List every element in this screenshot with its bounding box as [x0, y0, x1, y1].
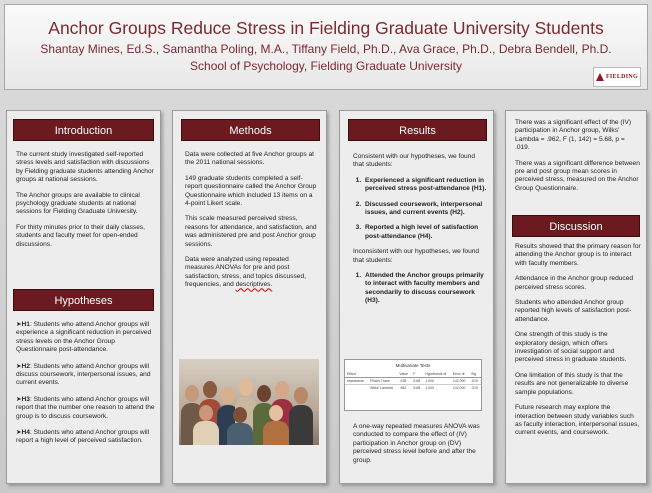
hypothesis-text: : Students who attend Anchor groups will experience a significant reduction in perceived stress levels on the Anchor Group Questionnaire post-attendance.	[16, 321, 152, 354]
column-results	[339, 110, 494, 484]
stats-summary	[515, 119, 641, 200]
hypothesis-label: H3	[21, 395, 30, 403]
results-finding: 2. Discussed coursework, interpersonal issues, and current events (H2).	[363, 201, 487, 218]
table-cell: .019	[471, 379, 478, 383]
results-finding: 3. Reported a high level of satisfaction post-attendance (H4).	[363, 224, 487, 241]
column-introduction	[6, 110, 161, 484]
table-header-cell: Value	[397, 371, 411, 378]
logo-text: FIELDING	[605, 74, 639, 80]
group-photo	[179, 359, 319, 445]
person-head	[257, 385, 271, 402]
methods-heading: Methods	[181, 119, 320, 141]
table-header-cell: Hypothesis df	[423, 371, 451, 378]
table-cell: Wilks' Lambda	[368, 385, 397, 392]
table-title: Multivariate Tests	[395, 363, 431, 368]
hypothesis-text: : Students who attend Anchor groups will discuss coursework, interpersonal issues, and current events.	[16, 362, 151, 387]
table-cell: 1.000	[423, 385, 451, 392]
results-inconsistent-intro: Inconsistent with our hypotheses, we found that students:	[353, 248, 480, 264]
poster-authors: Shantay Mines, Ed.S., Samantha Poling, M.A., Tiffany Field, Ph.D., Ava Grace, Ph.D., Debra Bendell, Ph.D.	[40, 42, 612, 56]
logo-mark-icon	[596, 73, 604, 81]
table-cell: 142.000	[451, 385, 469, 392]
table-header-cell: Effect	[345, 371, 368, 378]
person-head	[203, 381, 217, 398]
discussion-paragraph: Students who attended Anchor group reported high levels of satisfaction post-attendance.	[515, 299, 632, 323]
results-finding: 1. Experienced a significant reduction in perceived stress post-attendance (H1).	[363, 177, 487, 194]
results-heading: Results	[348, 119, 487, 141]
results-intro: Consistent with our hypotheses, we found that students:	[353, 153, 476, 169]
methods-text: Data were analyzed using repeated measures ANOVAs for pre and post satisfaction, stress, and topics discussed, frequencies, and	[185, 256, 306, 289]
table-cell: timeaverse	[347, 379, 365, 383]
person-head	[199, 405, 213, 421]
poster-header	[4, 4, 648, 90]
table-cell: 5.68	[411, 385, 423, 392]
table-cell: 5.68	[413, 379, 421, 383]
discussion-paragraph: Attendance in the Anchor group reduced perceived stress scores.	[515, 275, 634, 291]
person-head	[185, 385, 199, 402]
table-header-cell: Error df	[451, 371, 469, 378]
results-inconsistent-list	[353, 272, 487, 306]
discussion-paragraph: One strength of this study is the exploratory design, which offers investigation of social support and perceived stress in graduate students.	[515, 331, 627, 364]
hypothesis-label: H1	[21, 321, 30, 328]
table-cell: .038	[399, 379, 407, 383]
column-methods	[172, 110, 327, 484]
hypothesis-text: : Students who attend Anchor groups will report a high level of perceived satisfaction.	[16, 429, 150, 445]
discussion-paragraph: Results showed that the primary reason for attending the Anchor group is to interact with faculty members.	[515, 243, 641, 267]
table-cell: .962	[397, 385, 411, 392]
hypothesis-item: ➤H3: Students who attend Anchor groups will report that the number one reason to attend the group is to discuss coursework.	[16, 395, 155, 420]
table-cell: Pillai's Trace	[370, 379, 390, 383]
person-body	[263, 421, 289, 445]
table-cell	[345, 385, 368, 392]
person-body	[193, 421, 219, 445]
poster-title: Anchor Groups Reduce Stress in Fielding Graduate University Students	[48, 18, 604, 38]
results-consistent-list	[353, 177, 487, 241]
person-head	[275, 381, 289, 398]
methods-paragraph	[185, 256, 319, 290]
hypothesis-item: ➤H1: Students who attend Anchor groups will experience a significant reduction in perceived stress levels on the Anchor Group Questionnaire post-attendance.	[16, 321, 152, 354]
hypotheses-list	[16, 321, 156, 454]
table-row	[345, 378, 481, 385]
hypothesis-item: ➤H2: Students who attend Anchor groups will discuss coursework, interpersonal issues, and current events.	[16, 362, 151, 387]
person-head	[221, 387, 235, 404]
anova-description: A one-way repeated measures ANOVA was conducted to compare the effect of (IV) participation in Anchor group on (DV) perceived stress level before and after the group.	[353, 423, 480, 464]
results-finding: 1. Attended the Anchor groups primarily to interact with faculty members and secondarily to discuss coursework (H3).	[363, 272, 487, 306]
person-head	[239, 379, 253, 396]
methods-body	[185, 151, 319, 297]
person-head	[269, 405, 283, 421]
methods-paragraph: This scale measured perceived stress, reasons for attendance, and satisfaction, and was administered pre and post Anchor group sessions.	[185, 215, 317, 248]
hypotheses-heading: Hypotheses	[13, 289, 154, 311]
introduction-heading: Introduction	[13, 119, 154, 141]
fielding-logo	[593, 67, 641, 87]
methods-paragraph: Data were collected at five Anchor groups at the 2011 national sessions.	[185, 151, 315, 167]
methods-paragraph: 149 graduate students completed a self-report questionnaire called the Anchor Group Questionnaire which included 13 items on a 4-point Likert scale.	[185, 174, 317, 208]
hypothesis-item: ➤H4: Students who attend Anchor groups will report a high level of perceived satisfaction.	[16, 429, 150, 445]
discussion-paragraph: One limitation of this study is that the results are not generalizable to diverse sample populations.	[515, 371, 629, 396]
introduction-body	[16, 151, 154, 256]
person-body	[227, 423, 253, 445]
multivariate-tests-table	[344, 359, 482, 411]
table-header-cell: Sig.	[469, 371, 481, 378]
discussion-heading: Discussion	[512, 215, 640, 237]
person-head	[233, 407, 247, 423]
intro-paragraph: The current study investigated self-reported stress levels and satisfaction with discussions by Fielding graduate students attending Anchor groups at national sessions.	[16, 151, 154, 184]
stats-paragraph: There was a significant effect of the (IV) participation in Anchor group, Wilks' Lambda = .962, F (1, 142) = 5.68, p = .019.	[515, 119, 632, 152]
spellcheck-word: descriptives.	[235, 281, 273, 289]
person-head	[294, 387, 308, 404]
table-header-cell: F	[411, 371, 423, 378]
results-body	[353, 153, 487, 313]
discussion-body	[515, 243, 641, 445]
discussion-paragraph: Future research may explore the interaction between study variables such as faculty interaction, interpersonal issues, current events, and coursework.	[515, 404, 640, 437]
hypothesis-label: H2	[21, 362, 30, 370]
person-body	[289, 405, 313, 445]
hypothesis-text: : Students who attend Anchor groups will report that the number one reason to attend the group is to discuss coursework.	[16, 395, 155, 420]
intro-paragraph: For thirty minutes prior to their daily classes, students and faculty meet for open-ended discussions.	[16, 223, 145, 248]
table-cell: 1.000	[425, 379, 434, 383]
table-row	[345, 385, 481, 392]
hypothesis-label: H4	[21, 429, 30, 437]
table-cell: 142.000	[452, 379, 466, 383]
intro-paragraph: The Anchor groups are available to clinical psychology graduate students at national sessions for Fielding Graduate University.	[16, 191, 140, 216]
column-discussion	[505, 110, 647, 484]
poster-school: School of Psychology, Fielding Graduate University	[190, 59, 462, 73]
stats-paragraph: There was a significant difference between pre and post group mean scores in perceived stress, measured on the Anchor Group Questionnaire.	[515, 159, 640, 192]
table-cell: .019	[469, 385, 481, 392]
